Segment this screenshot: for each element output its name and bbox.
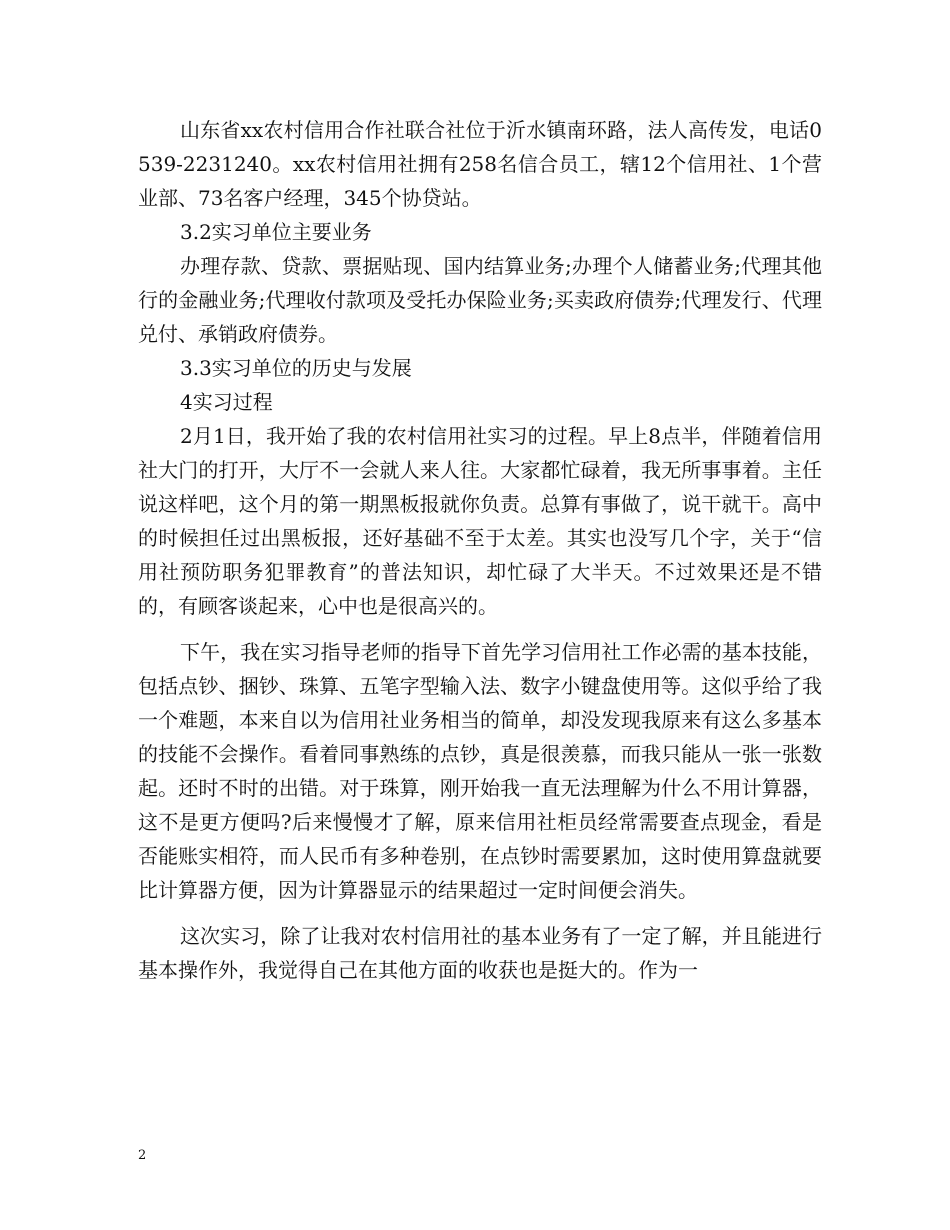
section-heading-main-business: 3.2实习单位主要业务 — [180, 220, 372, 244]
document-body — [138, 113, 822, 987]
paragraph-company-intro: 山东省xx农村信用合作社联合社位于沂水镇南环路，法人高传发，电话0539-2231240。xx农村信用社拥有258名信合员工，辖12个信用社、1个营业部、73名客户经理，345个协贷站。 — [138, 118, 822, 210]
paragraph-reflection: 这次实习，除了让我对农村信用社的基本业务有了一定了解，并且能进行基本操作外，我觉得自己在其他方面的收获也是挺大的。作为一 — [138, 924, 822, 982]
paragraph-main-business: 办理存款、贷款、票据贴现、国内结算业务;办理个人储蓄业务;代理其他行的金融业务;代理收付款项及受托办保险业务;买卖政府债券;代理发行、代理兑付、承销政府债券。 — [138, 254, 822, 346]
section-heading-history: 3.3实习单位的历史与发展 — [180, 356, 412, 380]
paragraph-first-day: 2月1日，我开始了我的农村信用社实习的过程。早上8点半，伴随着信用社大门的打开，大厅不一会就人来人往。大家都忙碌着，我无所事事着。主任说这样吧，这个月的第一期黑板报就你负责。总算有事做了，说干就干。高中的时候担任过出黑板报，还好基础不至于太差。其实也没写几个字，关于“信用社预防职务犯罪教育”的普法知识，却忙碌了大半天。不过效果还是不错的，有顾客谈起来，心中也是很高兴的。 — [138, 424, 822, 618]
paragraph-afternoon-skills: 下午，我在实习指导老师的指导下首先学习信用社工作必需的基本技能，包括点钞、捆钞、珠算、五笔字型输入法、数字小键盘使用等。这似乎给了我一个难题，本来自以为信用社业务相当的简单，却没发现我原来有这么多基本的技能不会操作。看着同事熟练的点钞，真是很羡慕，而我只能从一张一张数起。还时不时的出错。对于珠算，刚开始我一直无法理解为什么不用计算器，这不是更方便吗?后来慢慢才了解，原来信用社柜员经常需要查点现金，看是否能账实相符，而人民币有多种卷别，在点钞时需要累加，这时使用算盘就要比计算器方便，因为计算器显示的结果超过一定时间便会消失。 — [138, 640, 822, 902]
section-heading-internship-process: 4实习过程 — [180, 390, 273, 414]
page-number: 2 — [138, 1148, 147, 1163]
